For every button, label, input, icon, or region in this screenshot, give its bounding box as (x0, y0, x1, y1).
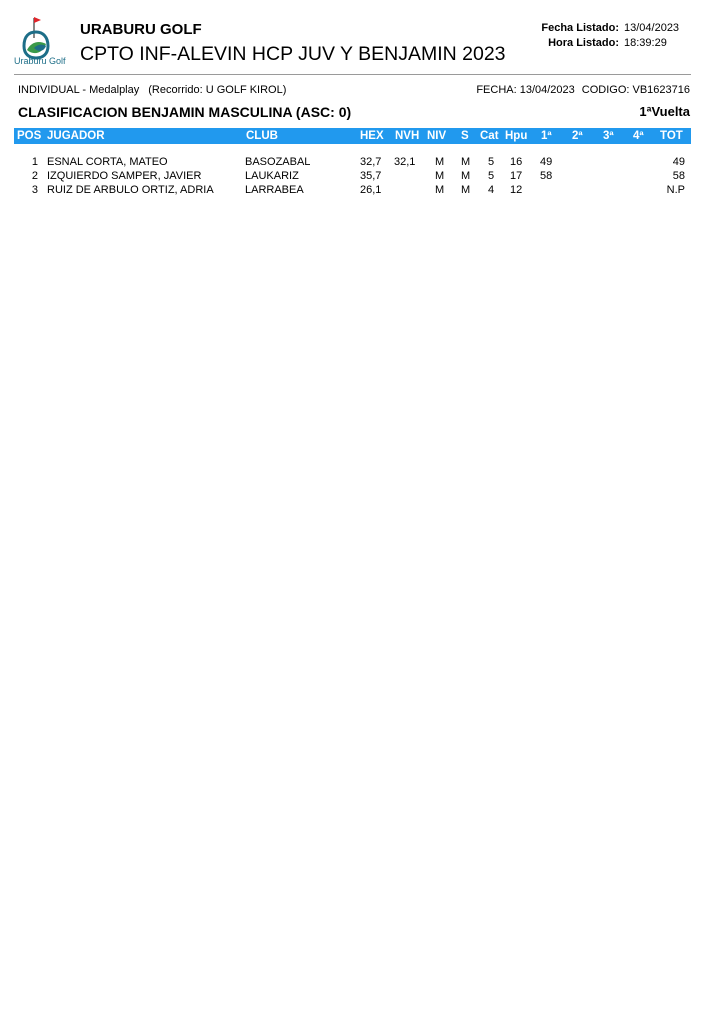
cell-s: M (461, 184, 471, 196)
hora-listado-label: Hora Listado: (548, 37, 619, 49)
cell-tot: N.P (666, 184, 685, 196)
col-header-hex: HEX (360, 130, 384, 142)
col-header-tot: TOT (660, 130, 683, 142)
cell-player: ESNAL CORTA, MATEO (47, 156, 168, 168)
header-divider (14, 74, 691, 75)
date-code-info (476, 84, 690, 96)
competition-info (18, 84, 286, 96)
classification-title: CLASIFICACION BENJAMIN MASCULINA (ASC: 0) (18, 104, 352, 120)
col-header-r4: 4ª (633, 130, 644, 142)
col-header-pos: POS (17, 130, 42, 142)
cell-s: M (461, 156, 471, 168)
col-header-hpu: Hpu (505, 130, 528, 142)
cell-tot: 58 (672, 170, 685, 182)
code-text: CODIGO: VB1623716 (581, 84, 690, 96)
cell-r1: 58 (540, 170, 553, 182)
cell-player: RUIZ DE ARBULO ORTIZ, ADRIA (47, 184, 214, 196)
cell-cat: 4 (488, 184, 495, 196)
cell-club: BASOZABAL (245, 156, 311, 168)
modality-text: INDIVIDUAL - Medalplay (18, 84, 140, 96)
col-header-r3: 3ª (603, 130, 614, 142)
cell-tot: 49 (672, 156, 685, 168)
course-text: (Recorrido: U GOLF KIROL) (148, 84, 287, 96)
col-header-cat: Cat (480, 130, 499, 142)
table-row (0, 169, 728, 183)
date-text: FECHA: 13/04/2023 (476, 84, 575, 96)
cell-hpu: 12 (510, 184, 523, 196)
col-header-jugador: JUGADOR (47, 130, 105, 142)
col-header-r1: 1ª (541, 130, 552, 142)
logo-caption: Uraburu Golf (14, 56, 66, 66)
cell-s: M (461, 170, 471, 182)
cell-pos: 3 (31, 184, 38, 196)
cell-r1: 49 (540, 156, 553, 168)
cell-hex: 26,1 (360, 184, 382, 196)
fecha-listado-value: 13/04/2023 (624, 22, 680, 34)
cell-nvh: 32,1 (394, 156, 416, 168)
cell-hpu: 16 (510, 156, 523, 168)
col-header-r2: 2ª (572, 130, 583, 142)
cell-cat: 5 (488, 156, 495, 168)
hora-listado-value: 18:39:29 (624, 37, 667, 49)
cell-niv: M (435, 156, 445, 168)
table-row (0, 155, 728, 169)
competition-title: CPTO INF-ALEVIN HCP JUV Y BENJAMIN 2023 (80, 43, 506, 65)
cell-pos: 1 (31, 156, 38, 168)
cell-cat: 5 (488, 170, 495, 182)
cell-niv: M (435, 184, 445, 196)
cell-hpu: 17 (510, 170, 523, 182)
col-header-s: S (461, 130, 469, 142)
table-row (0, 183, 728, 197)
table-header (14, 128, 691, 144)
cell-club: LAUKARIZ (245, 170, 299, 182)
listing-metadata (541, 21, 680, 51)
cell-player: IZQUIERDO SAMPER, JAVIER (47, 170, 202, 182)
fecha-listado-label: Fecha Listado: (541, 22, 619, 34)
cell-hex: 32,7 (360, 156, 382, 168)
col-header-niv: NIV (427, 130, 447, 142)
club-name: URABURU GOLF (80, 21, 202, 38)
cell-hex: 35,7 (360, 170, 382, 182)
cell-club: LARRABEA (245, 184, 304, 196)
col-header-club: CLUB (246, 130, 278, 142)
col-header-nvh: NVH (395, 130, 420, 142)
cell-niv: M (435, 170, 445, 182)
round-label: 1ªVuelta (639, 104, 690, 119)
cell-pos: 2 (31, 170, 38, 182)
